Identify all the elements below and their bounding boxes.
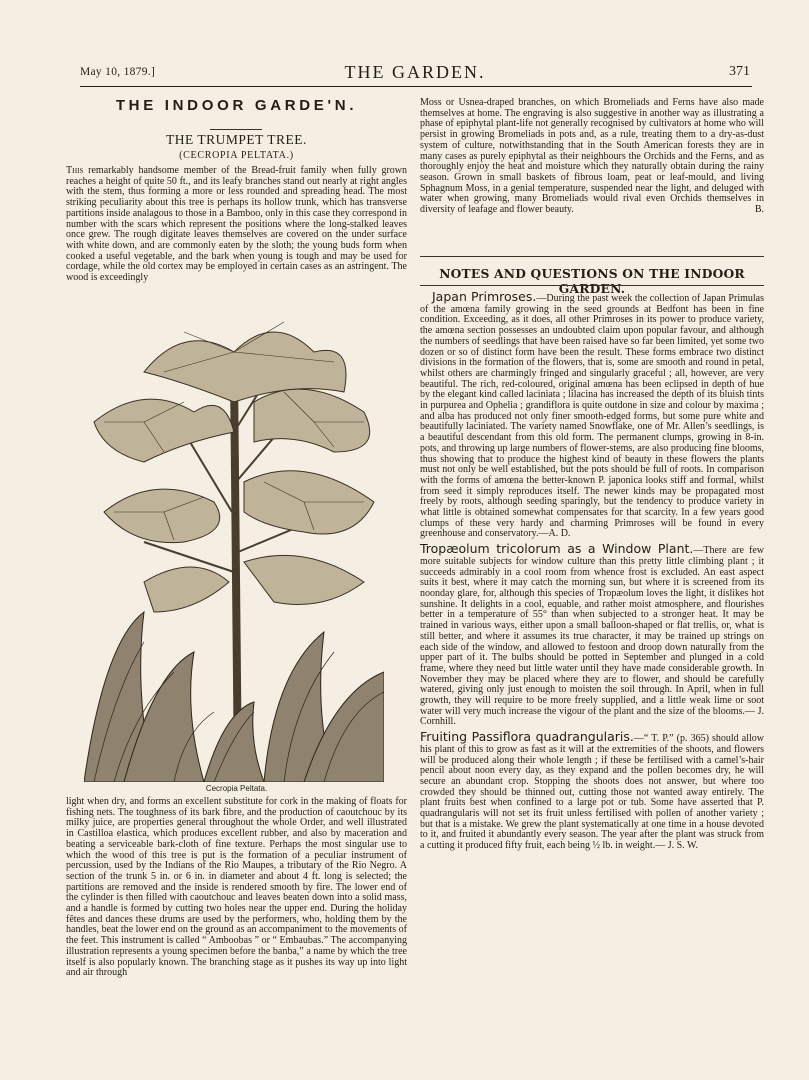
article-intro (66, 166, 407, 284)
lead-word: This (66, 165, 84, 176)
article-title: THE TRUMPET TREE. (166, 132, 307, 147)
author-signature: B. (754, 204, 764, 216)
notes-rule-top (420, 256, 764, 257)
title-divider (210, 129, 262, 130)
note-heading: Fruiting Passiflora quadrangularis. (420, 729, 634, 745)
publication-title: THE GARDEN. (344, 62, 486, 82)
figure-caption: Cecropia Peltata. (205, 784, 268, 793)
article-conclusion (420, 98, 764, 216)
note-text: —During the past week the collection of Japan Primulas of the amœna family growing in the seed grounds at Bedfont has been in fine condition. Exceeding, as it does, all other Primroses in its power to produce variety, the amœna section possesses an undoubted claim upon popular favour, and although the numbers of seedlings that have been raised have so far been limited, yet some two dozen or so of distinct form have been the result. These forms embrace two distinct divisions in the formation of the flowers, that is, some are smooth and round in petal, whilst others are charmingly fringed and singularly graceful ; all, however, are very beautiful. The rich, red-coloured, original amœna has been eclipsed in depth of hue by the elegant kind called laciniata ; lilacina has increased the depth of its bluish tints in purpurea and Ophelia ; grandiflora is quite outdone in size and colour by maxima ; and alba has produced not only finer smooth-edged forms, but some pure white and beautifully laciniated. The variety named Snowflake, one of Mr. Allen’s seedlings, is a beautiful descendant from this old form. The permanent clumps, growing in 8-in. pots, and throwing up large numbers of flower-stems, are also producing fine blooms, thus showing that to produce the highest kind of beauty in these flowers the plants must not only be well established, but the pots should be full of roots. In comparison with the forms of amœna the better-known P. japonica looks stiff and formal, whilst from seed it simply reproduces itself. The newer kinds may be propagated most freely by roots, although seeding sparingly, but the tendency to produce variety in what little is obtained somewhat compensates for that scarcity. In a few years good clumps of these very hardy and charming Primroses will be found in every greenhouse and conservatory.—A. D. (420, 293, 764, 540)
header-rule (80, 86, 752, 87)
paragraph-text: remarkably handsome member of the Bread-fruit family when fully grown reaches a height of quite 50 ft., and its leafy branches stand out nearly at right angles with the stem, thus forming a more or less rounded and spreading head. The most striking peculiarity about this tree is perhaps its hollow trunk, which has transverse partitions inside analagous to those in a Bamboo, only in this case they correspond in number with the scars which represent the positions where the long-stalked leaves once grew. The rough digitate leaves themselves are covered on the under surface with white down, and are commonly eaten by the sloth; the young buds form when cooked a useful vegetable, and the bark when young is tough and may be used for cordage, while the old cortex may be employed in certain cases as an astringent. The wood is exceedingly (66, 165, 407, 284)
page-header (80, 62, 750, 84)
note-text: —“ T. P.” (p. 365) should allow his plant of this to grow as fast as it will at the extremities of the shoots, and flowers will be produced along their whole length ; if these be fertilised with a camel’s-hair pencil about noon every day, as they expand and the pollen becomes dry, he will secure an abundant crop. Stopping the shoots does not answer, but where too crowded they should be thinned out, cutting those not wanted away entirely. The plant fruits best when confined to a large pot or tub. Some have asserted that P. quadrangularis will not set its fruit unless fertilised with pollen of another variety ; but that is a mistake. We grew the plant systematically at one time in a house devoted to it, and fruited it abundantly every season. The year after the plant was struck from a cutting it produced fifty fruit, each being ½ lb. in weight.— J. S. W. (420, 733, 764, 852)
note-passiflora (420, 729, 764, 852)
article-paragraph: light when dry, and forms an excellent substitute for cork in the making of floats for fishing nets. The toughness of its bark fibre, and the production of caoutchouc by its milky juice, are properties general throughout the whole Order, and well illustrated in Castilloa elastica, which produces excellent rubber, and also by maceration and beating a serviceable bark-cloth of fine texture. Perhaps the most singular use to which the wood of this tree is put is the formation of a peculiar instrument of percussion, used by the Indians of the Rio Maupes, a tributary of the Rio Negro. A section of the trunk 5 in. or 6 in. in diameter and about 4 ft. long is selected; the partitions are removed and the inside is rendered smooth by fire. The lower end of the cylinder is then filled with caoutchouc and leaves beaten down into a solid mass, and a handle is formed by cutting two holes near the upper end. During the holiday fêtes and dances these drums are used by the performers, who, holding them by the handles, beat the lower end on the ground as an accompaniment to the movements of the feet. This instrument is called “ Amboobas ” or “ Embaubas.” The accompanying illustration represents a young specimen before the banba,” a name by which the tree itself is also popularly known. The branching stage as it pushes its way up into light and air through (66, 796, 407, 979)
issue-date: May 10, 1879.] (80, 66, 156, 78)
notes-section-title: NOTES AND QUESTIONS ON THE INDOOR GARDEN. (439, 266, 745, 296)
paragraph-text: Moss or Usnea-draped branches, on which Bromeliads and Ferns have also made themselves at home. The engraving is also suggestive in another way as illustrating a phase of epiphytal plant-life not generally recognised by cultivators at home who will persist in growing Bromeliads in pots and, as a rule, treating them to a dry-as-dust system of culture, notwithstanding that in the South American forests they are in many cases as purely epiphytal as their neighbours the Orchids and the Ferns, and as thoroughly enjoy the heat and moisture which they naturally obtain during the rainy season. Grown in small baskets of fibrous loam, peat or leaf-mould, and living Sphagnum Moss, in a genial temperature, suspended near the light, and deluged with water when growing, many Bromeliads would rival even Orchids themselves in diversity of leafage and flower beauty. (420, 97, 764, 216)
section-title: THE INDOOR GARDE'N. (115, 97, 358, 114)
article-subtitle: (CECROPIA PELTATA.) (179, 150, 294, 161)
notes-column (420, 289, 764, 852)
note-tropaeolum (420, 541, 764, 728)
notes-rule-bottom (420, 285, 764, 286)
page-number: 371 (729, 64, 750, 79)
article-paragraph (420, 98, 764, 216)
article-continuation (66, 797, 407, 979)
note-heading: Japan Primroses. (432, 289, 537, 304)
note-text: —There are few more suitable subjects for window culture than this pretty little climbing plant ; it succeeds admirably in a cool room from whence frost is excluded. An east aspect suits it best, where it may catch the morning sun, but where it is screened from its noonday glare, for, although this species of Tropæolum loves the light, it dislikes hot sunshine. It delights in a cool, equable, and rather moist atmosphere, and flourishes better in a temperature of 55° than when subjected to a stronger heat. It may be trained in various ways, either upon a small balloon-shaped or flat trellis, or, what is still better, and where it assumes its true character, it may be trained up strings on each side of the window, and allowed to festoon and droop down naturally from the upper part of it. The bulbs should be potted in September and plunged in a cold frame, where they need but little water until they have made considerable growth. In November they may be placed where they are to flower, and should be carefully watered, giving only just enough to moisten the soil through. In April, when in full growth, they will require to be more freely supplied, and a little weak lime or soot water will very much increase the vigour of the plant and the size of the blooms.— J. Cornhill. (420, 545, 764, 728)
cecropia-engraving (84, 312, 384, 782)
note-heading: Tropæolum tricolorum as a Window Plant. (420, 541, 694, 557)
article-paragraph (66, 166, 407, 284)
note-japan-primroses (420, 289, 764, 540)
